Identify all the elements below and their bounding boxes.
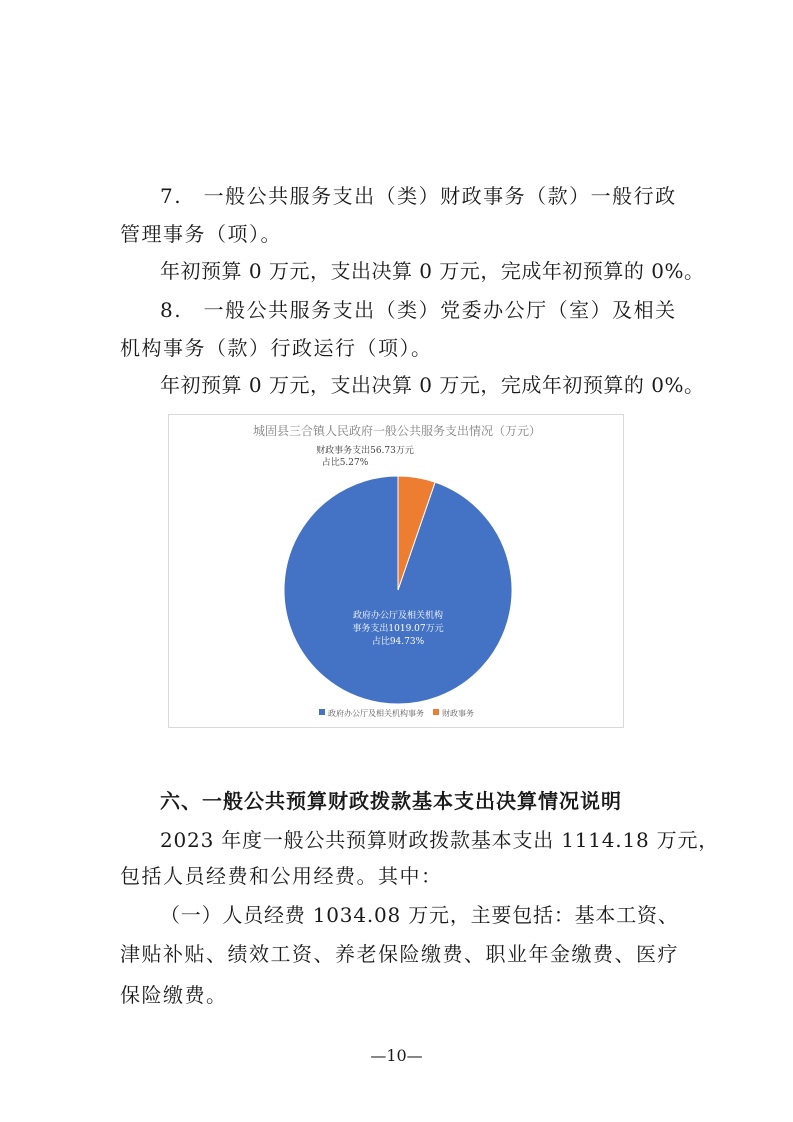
data-label-gov-office-line3: 占比94.73% [371, 637, 425, 647]
data-label-finance-line2: 占比5.27% [321, 458, 369, 468]
section6-para1-line1: 2023 年度一般公共预算财政拨款基本支出 1114.18 万元， [160, 828, 720, 852]
chart-title: 城固县三合镇人民政府一般公共服务支出情况（万元） [252, 424, 542, 438]
data-label-gov-office-line1: 政府办公厅及相关机构 [352, 611, 444, 621]
legend-label-gov-office: 政府办公厅及相关机构事务 [328, 709, 424, 718]
section6-para2-line2: 津贴补贴、绩效工资、养老保险缴费、职业年金缴费、医疗 [120, 942, 679, 966]
pie-chart [168, 414, 624, 728]
pie-chart-svg [169, 415, 625, 729]
section6-heading: 六、一般公共预算财政拨款基本支出决算情况说明 [160, 789, 622, 813]
page-number: —10— [370, 1046, 423, 1065]
section7-heading-line2: 管理事务（项）。 [120, 222, 282, 246]
section6-para2-line3: 保险缴费。 [120, 983, 228, 1007]
legend-label-finance: 财政事务 [442, 709, 474, 718]
section8-heading-line2: 机构事务（款）行政运行（项）。 [120, 336, 433, 360]
section7-heading-line1: 7. 一般公共服务支出（类）财政事务（款）一般行政 [160, 184, 677, 208]
section6-para2-line1: （一）人员经费 1034.08 万元，主要包括：基本工资、 [160, 903, 679, 927]
legend-swatch-finance [433, 709, 439, 715]
data-label-gov-office-line2: 事务支出1019.07万元 [352, 624, 444, 634]
data-label-finance-line1: 财政事务支出56.73万元 [316, 446, 414, 456]
legend-swatch-gov-office [319, 709, 325, 715]
section8-heading-line1: 8. 一般公共服务支出（类）党委办公厅（室）及相关 [160, 298, 677, 322]
section7-body: 年初预算 0 万元，支出决算 0 万元，完成年初预算的 0%。 [160, 259, 705, 283]
section8-body: 年初预算 0 万元，支出决算 0 万元，完成年初预算的 0%。 [160, 373, 705, 397]
section6-para1-line2: 包括人员经费和公用经费。其中： [120, 864, 443, 888]
